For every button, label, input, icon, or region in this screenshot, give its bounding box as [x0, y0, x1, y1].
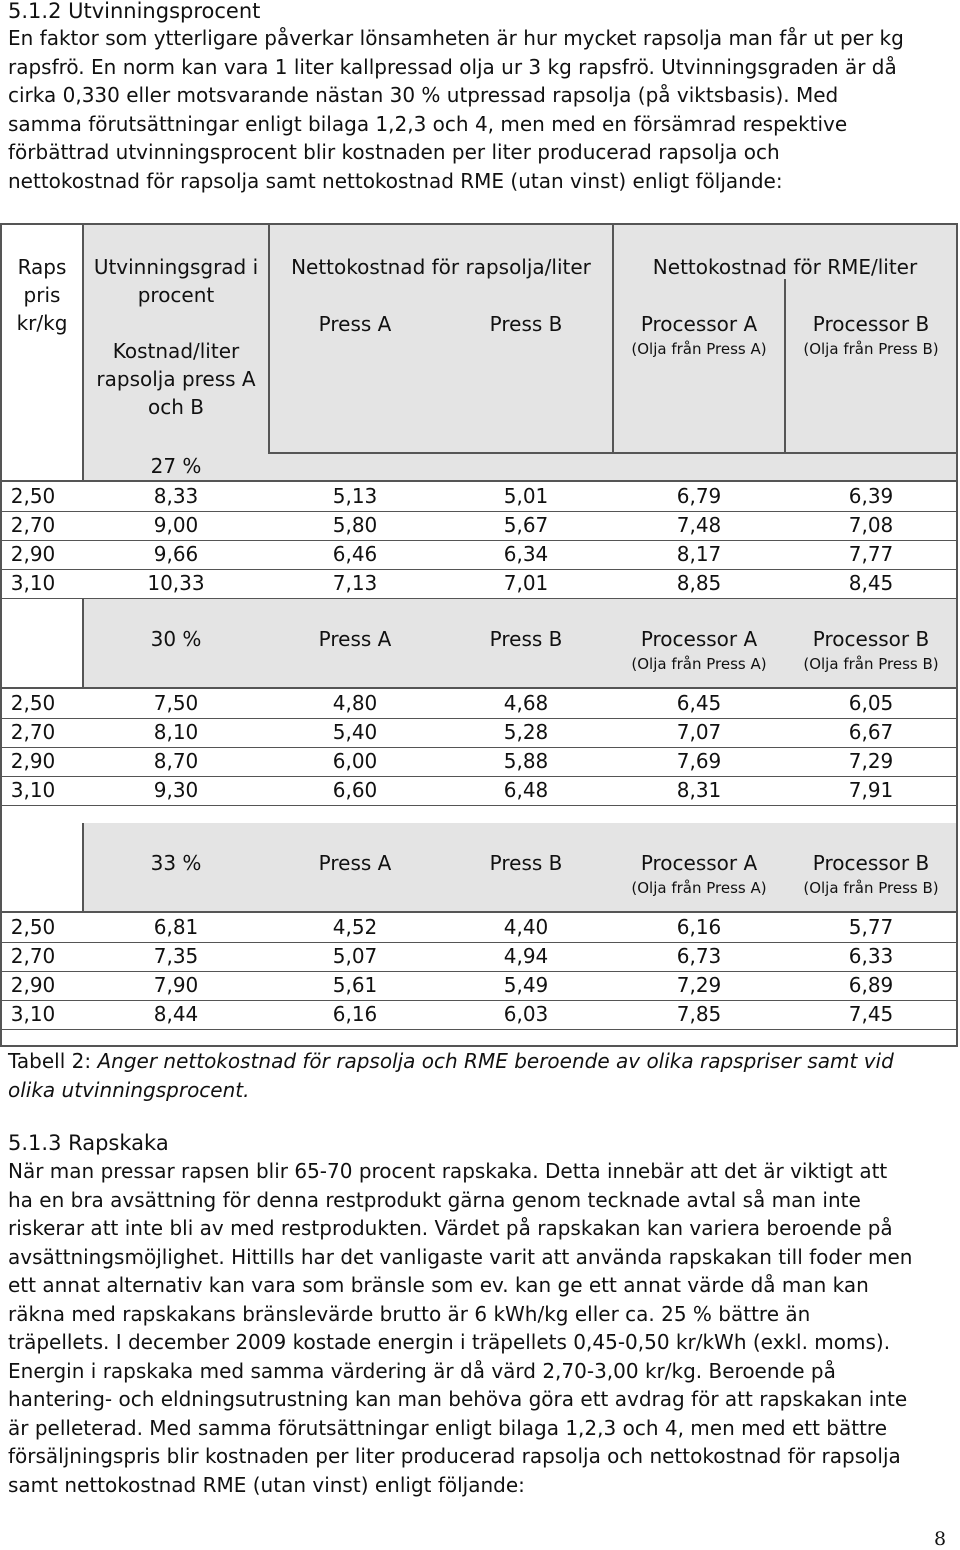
table-cell: 6,00	[332, 749, 378, 773]
table-cell: 2,70	[10, 944, 56, 968]
table-cell: 8,85	[676, 571, 722, 595]
table-cell: 5,28	[503, 720, 549, 744]
table-row	[0, 776, 956, 806]
processor-divider	[784, 279, 786, 452]
paragraph-line: Energin i rapskaka med samma värdering är då värd 2,70-3,00 kr/kg. Beroende på	[8, 1358, 836, 1383]
table-cell: 9,00	[153, 513, 199, 537]
subheader-processor-b	[786, 625, 956, 675]
table-row	[0, 511, 956, 541]
table-cell: 6,05	[848, 691, 894, 715]
table-cell: 6,79	[676, 484, 722, 508]
caption-text: Anger nettokostnad för rapsolja och RME beroende av olika rapspriser samt vid	[97, 1049, 894, 1073]
table-cell: 3,10	[10, 778, 56, 802]
table-cell: 7,29	[848, 749, 894, 773]
header-kostnad-liter	[84, 337, 268, 421]
table-row	[0, 913, 956, 943]
table-cell: 3,10	[10, 1002, 56, 1026]
table-row	[0, 689, 956, 719]
table-row	[0, 718, 956, 748]
header-text-line: rapsolja press A	[96, 367, 256, 391]
header-text-line: kr/kg	[16, 311, 68, 335]
paragraph-line: cirka 0,330 eller motsvarande nästan 30 % utpressad rapsolja (på viktsbasis). Med	[8, 83, 839, 107]
header-nettokostnad-rapsolja: Nettokostnad för rapsolja/liter	[291, 255, 591, 279]
table-cell: 8,10	[153, 720, 199, 744]
table-cell: 2,70	[10, 720, 56, 744]
table-cell: 2,50	[10, 915, 56, 939]
paragraph-line: förbättrad utvinningsprocent blir kostnaden per liter producerad rapsolja och	[8, 140, 780, 164]
table-cell: 10,33	[147, 571, 205, 595]
table-cell: 5,61	[332, 973, 378, 997]
subheader-processor-b	[786, 849, 956, 899]
paragraph-line: En faktor som ytterligare påverkar lönsamheten är hur mycket rapsolja man får ut per kg	[8, 26, 904, 50]
table-cell: 6,46	[332, 542, 378, 566]
paragraph-line: nettokostnad för rapsolja samt nettokostnad RME (utan vinst) enligt följande:	[8, 168, 783, 193]
table-cell: 7,90	[153, 973, 199, 997]
header-text-line: (Olja från Press A)	[631, 340, 767, 358]
table-row	[0, 569, 956, 599]
paragraph-line: När man pressar rapsen blir 65-70 procent rapskaka. Detta innebär att det är viktigt att	[8, 1159, 888, 1183]
table-cell: 6,33	[848, 944, 894, 968]
table-cell: 7,69	[676, 749, 722, 773]
table-row	[0, 540, 956, 570]
table-cell: 4,94	[503, 944, 549, 968]
table-cell: 4,52	[332, 915, 378, 939]
table-cell: 7,07	[676, 720, 722, 744]
header-text-line: Processor B	[812, 851, 930, 875]
header-text-line: Processor B	[812, 627, 930, 651]
subheader-press-b: Press B	[489, 851, 563, 875]
table-cell: 7,35	[153, 944, 199, 968]
table-cell: 8,33	[153, 484, 199, 508]
table-cell: 5,49	[503, 973, 549, 997]
table-cell: 5,13	[332, 484, 378, 508]
table-cell: 6,45	[676, 691, 722, 715]
table-cell: 6,89	[848, 973, 894, 997]
paragraph-line: försäljningspris blir kostnaden per liter producerad rapsolja och nettokostnad för rapsolja	[8, 1444, 901, 1468]
table-cell: 5,01	[503, 484, 549, 508]
table-cell: 5,88	[503, 749, 549, 773]
table-cell: 2,90	[10, 973, 56, 997]
header-text-line: Processor A	[640, 312, 758, 336]
table-cell: 2,70	[10, 513, 56, 537]
header-text-line: Raps	[17, 255, 67, 279]
table-cell: 2,90	[10, 542, 56, 566]
table-cell: 9,30	[153, 778, 199, 802]
pct-33-label: 33 %	[150, 851, 202, 875]
header-text-line: (Olja från Press B)	[803, 340, 939, 358]
section-heading-rapskaka: 5.1.3 Rapskaka	[8, 1131, 169, 1155]
header-text-line: procent	[137, 283, 215, 307]
table-caption	[8, 1047, 956, 1104]
page-number: 8	[934, 1528, 947, 1550]
table-cell: 8,70	[153, 749, 199, 773]
table-cell: 8,45	[848, 571, 894, 595]
table-cell: 2,90	[10, 749, 56, 773]
paragraph-line: samt nettokostnad RME (utan vinst) enligt följande:	[8, 1472, 525, 1497]
table-row	[0, 747, 956, 777]
caption-text-2: olika utvinningsprocent.	[8, 1077, 250, 1102]
table-cell: 7,29	[676, 973, 722, 997]
header-text-line: (Olja från Press B)	[803, 879, 939, 897]
table-cell: 7,45	[848, 1002, 894, 1026]
paragraph-line: samma förutsättningar enligt bilaga 1,2,3 och 4, men med en försämrad respektive	[8, 111, 848, 136]
pct-27-label: 27 %	[150, 454, 202, 478]
table-cell: 3,10	[10, 571, 56, 595]
table-right-border	[956, 223, 958, 1047]
header-text-line: och B	[148, 395, 204, 419]
table-cell: 6,03	[503, 1002, 549, 1026]
table-cell: 4,40	[503, 915, 549, 939]
header-text-line: Processor A	[640, 851, 758, 875]
subheader-press-a: Press A	[318, 627, 392, 651]
table-cell: 6,16	[676, 915, 722, 939]
table-cell: 8,31	[676, 778, 722, 802]
table-cell: 5,07	[332, 944, 378, 968]
table-cell: 6,73	[676, 944, 722, 968]
header-text-line: Processor B	[812, 312, 930, 336]
table-cell: 9,66	[153, 542, 199, 566]
table-row	[0, 1000, 956, 1030]
caption-label: Tabell 2:	[8, 1049, 92, 1073]
header-bottom-border	[268, 452, 958, 454]
subheader-press-a: Press A	[318, 851, 392, 875]
header-text-line: pris	[23, 283, 61, 307]
pct-30-label: 30 %	[150, 627, 202, 651]
table-cell: 5,77	[848, 915, 894, 939]
header-press-a: Press A	[318, 312, 392, 336]
paragraph-line: ett annat alternativ kan vara som bränsle som ev. kan ge ett annat värde då man kan	[8, 1273, 869, 1297]
header-utvinningsgrad	[84, 253, 268, 309]
table-cell: 7,08	[848, 513, 894, 537]
table-top-border	[0, 223, 958, 225]
table-cell: 5,40	[332, 720, 378, 744]
header-text-line: Kostnad/liter	[112, 339, 240, 363]
table-cell: 7,85	[676, 1002, 722, 1026]
paragraph-utvinningsprocent	[8, 24, 956, 195]
subheader-processor-a	[614, 849, 784, 899]
table-row	[0, 482, 956, 512]
header-text-line: (Olja från Press B)	[803, 655, 939, 673]
paragraph-line: hantering- och eldningsutrustning kan man behöva göra ett avdrag för att rapskakan inte	[8, 1387, 908, 1411]
table-cell: 4,80	[332, 691, 378, 715]
paragraph-line: avsättningsmöjlighet. Hittills har det vanligaste varit att använda rapskakan till foder men	[8, 1244, 913, 1269]
table-cell: 2,50	[10, 691, 56, 715]
table-cell: 2,50	[10, 484, 56, 508]
paragraph-line: ha en bra avsättning för denna restprodukt gärna genom tecknade avtal så man inte	[8, 1187, 861, 1212]
table-row	[0, 942, 956, 972]
header-processor-b	[786, 310, 956, 360]
subheader-processor-a	[614, 625, 784, 675]
table-cell: 6,39	[848, 484, 894, 508]
table-cell: 6,48	[503, 778, 549, 802]
paragraph-rapskaka	[8, 1157, 956, 1499]
table-cell: 7,91	[848, 778, 894, 802]
table-cell: 6,81	[153, 915, 199, 939]
table-cell: 4,68	[503, 691, 549, 715]
table-cell: 6,16	[332, 1002, 378, 1026]
table-cell: 7,48	[676, 513, 722, 537]
table-cell: 7,50	[153, 691, 199, 715]
table-cell: 5,80	[332, 513, 378, 537]
header-text-line: Utvinningsgrad i	[93, 255, 259, 279]
paragraph-line: är pelleterad. Med samma förutsättningar enligt bilaga 1,2,3 och 4, men med ett bättre	[8, 1415, 888, 1440]
paragraph-line: riskerar att inte bli av med restprodukten. Värdet på rapskakan kan variera beroende på	[8, 1216, 893, 1240]
table-cell: 7,77	[848, 542, 894, 566]
paragraph-line: träpellets. I december 2009 kostade energin i träpellets 0,45-0,50 kr/kWh (exkl. moms).	[8, 1330, 891, 1354]
table-cell: 5,67	[503, 513, 549, 537]
paragraph-line: räkna med rapskakans bränslevärde brutto är 6 kWh/kg eller ca. 25 % bättre än	[8, 1301, 811, 1326]
section-heading-utvinningsprocent: 5.1.2 Utvinningsprocent	[8, 0, 261, 23]
table-cell: 6,34	[503, 542, 549, 566]
table-cell: 6,60	[332, 778, 378, 802]
header-processor-a	[614, 310, 784, 360]
header-press-b: Press B	[489, 312, 563, 336]
table-row	[0, 971, 956, 1001]
header-nettokostnad-rme: Nettokostnad för RME/liter	[652, 255, 918, 279]
header-text-line: Processor A	[640, 627, 758, 651]
header-text-line: (Olja från Press A)	[631, 879, 767, 897]
header-raps-pris	[2, 253, 82, 337]
subheader-press-b: Press B	[489, 627, 563, 651]
header-text-line: (Olja från Press A)	[631, 655, 767, 673]
table-cell: 7,01	[503, 571, 549, 595]
cost-table	[0, 223, 960, 1047]
table-cell: 6,67	[848, 720, 894, 744]
paragraph-line: rapsfrö. En norm kan vara 1 liter kallpressad olja ur 3 kg rapsfrö. Utvinningsgraden är då	[8, 54, 897, 79]
table-cell: 7,13	[332, 571, 378, 595]
table-cell: 8,17	[676, 542, 722, 566]
table-cell: 8,44	[153, 1002, 199, 1026]
